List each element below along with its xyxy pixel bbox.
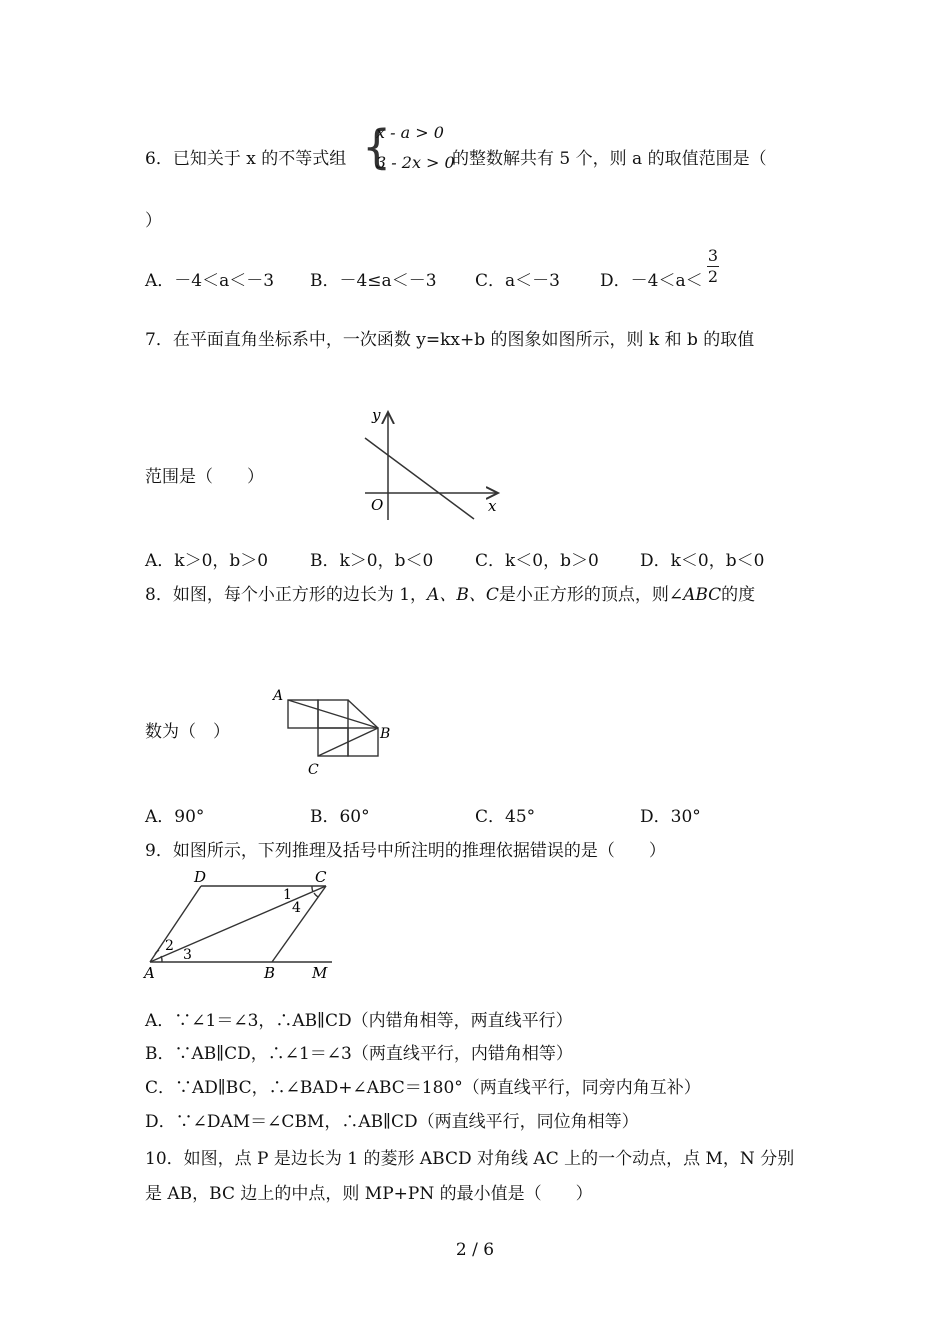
point-a-label: A <box>144 964 155 982</box>
q7-option-b[interactable]: B．k＞0，b＜0 <box>310 551 434 571</box>
point-c-label: C <box>315 868 327 886</box>
angle-4-arc <box>314 893 318 897</box>
q7-line1: 7．在平面直角坐标系中，一次函数 y=kx+b 的图象如图所示，则 k 和 b 的取值 <box>145 330 755 350</box>
q6-option-c[interactable]: C．a＜－3 <box>475 271 560 291</box>
angle-3-arc <box>161 956 162 962</box>
segment-ab <box>288 700 378 728</box>
q8-line1-abc: ABC <box>683 585 722 605</box>
grid-square <box>318 728 348 756</box>
q8-line2: 数为（ ） <box>145 722 230 742</box>
q8-line1-b: 是小正方形的顶点，则∠ <box>498 585 684 605</box>
y-label: y <box>372 406 381 424</box>
q9-option-a[interactable]: A．∵∠1＝∠3，∴AB∥CD（内错角相等，两直线平行） <box>145 1011 573 1031</box>
point-b-label: B <box>380 726 391 742</box>
q9-option-b[interactable]: B．∵AB∥CD，∴∠1＝∠3（两直线平行，内错角相等） <box>145 1044 573 1064</box>
fraction-denominator: 2 <box>707 267 719 286</box>
q9-line1: 9．如图所示，下列推理及括号中所注明的推理依据错误的是（ ） <box>145 841 666 861</box>
q7-option-a[interactable]: A．k＞0，b＞0 <box>145 551 269 571</box>
q6-eq1: x - a > 0 <box>376 123 444 142</box>
q10-line1: 10．如图，点 P 是边长为 1 的菱形 ABCD 对角线 AC 上的一个动点，点 M，N 分别 <box>145 1149 795 1169</box>
q6-option-d[interactable]: D．－4＜a＜ <box>600 271 703 291</box>
q7-graph <box>360 402 510 532</box>
angle-1-label: 1 <box>283 887 292 903</box>
angle-1-arc <box>312 886 313 892</box>
q7-line2: 范围是（ ） <box>145 467 264 487</box>
q7-option-c[interactable]: C．k＜0，b＞0 <box>475 551 599 571</box>
point-b-label: B <box>264 964 276 982</box>
q9-parallelogram-figure <box>140 866 340 984</box>
q6-eq2: 3 - 2x > 0 <box>376 153 455 172</box>
fraction-numerator: 3 <box>707 246 719 265</box>
q9-option-d[interactable]: D．∵∠DAM＝∠CBM，∴AB∥CD（两直线平行，同位角相等） <box>145 1112 639 1132</box>
point-c-label: C <box>308 762 319 778</box>
q8-option-c[interactable]: C．45° <box>475 807 536 827</box>
q9-option-c[interactable]: C．∵AD∥BC，∴∠BAD+∠ABC＝180°（两直线平行，同旁内角互补） <box>145 1078 701 1098</box>
q6-suffix: 的整数解共有 5 个，则 a 的取值范围是（ <box>452 149 767 169</box>
q8-grid-figure <box>268 686 398 778</box>
system-brace: { <box>362 120 392 174</box>
q8-option-a[interactable]: A．90° <box>145 807 205 827</box>
q7-option-d[interactable]: D．k＜0，b＜0 <box>640 551 765 571</box>
grid-square <box>348 728 378 756</box>
q6-option-a[interactable]: A．－4＜a＜－3 <box>145 271 275 291</box>
q10-line2: 是 AB，BC 边上的中点，则 MP+PN 的最小值是（ ） <box>145 1184 593 1204</box>
q8-line1 <box>145 584 755 606</box>
q6-option-b[interactable]: B．－4≤a＜－3 <box>310 271 437 291</box>
q6-close: ） <box>145 211 162 231</box>
point-m-label: M <box>312 964 328 982</box>
q8-line1-a: 8．如图，每个小正方形的边长为 1， <box>145 585 428 605</box>
q6-fraction <box>704 246 722 287</box>
q8-option-b[interactable]: B．60° <box>310 807 370 827</box>
angle-3-label: 3 <box>183 947 192 963</box>
point-a-label: A <box>273 688 284 704</box>
q6-prefix: 6．已知关于 x 的不等式组 <box>145 149 347 169</box>
angle-2-label: 2 <box>165 938 174 954</box>
q8-line1-c: 的度 <box>721 585 756 605</box>
point-d-label: D <box>194 868 207 886</box>
q8-line1-vars: A、B、C <box>427 585 499 605</box>
page-number: 2 / 6 <box>455 1240 495 1260</box>
origin-label: O <box>371 496 384 514</box>
angle-4-label: 4 <box>292 900 301 916</box>
x-label: x <box>488 497 497 515</box>
q8-option-d[interactable]: D．30° <box>640 807 701 827</box>
